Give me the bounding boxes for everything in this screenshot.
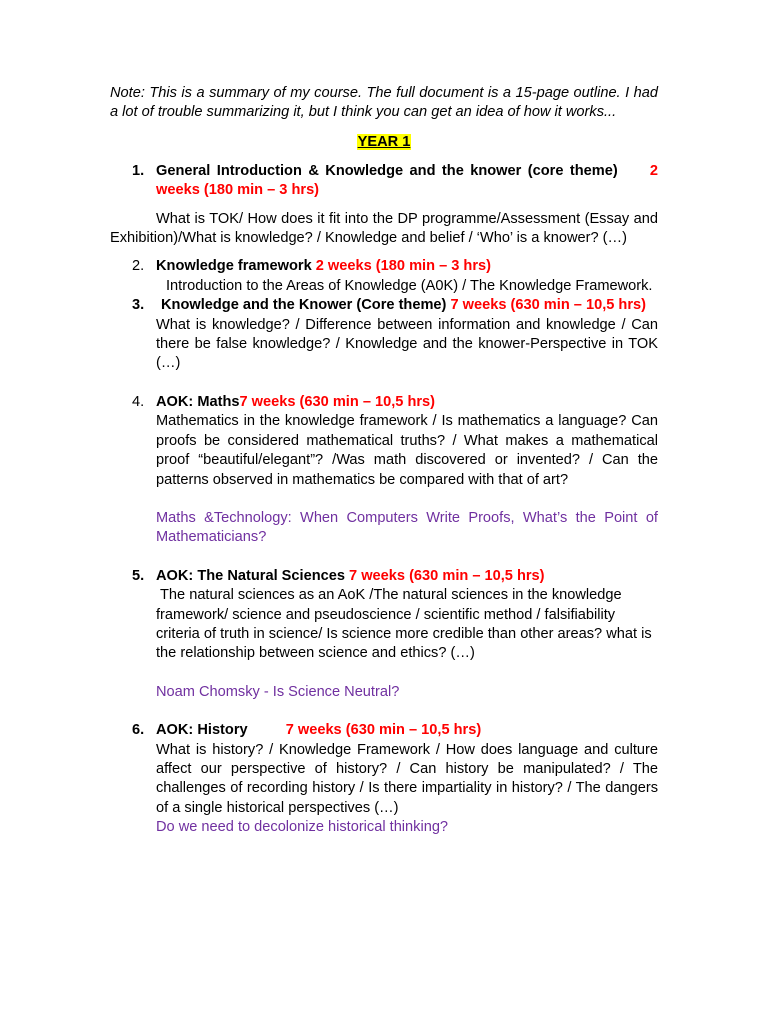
item-heading	[156, 257, 658, 276]
item-title: AOK: The Natural Sciences	[156, 567, 345, 584]
course-item-6	[110, 721, 658, 837]
item-resource-link[interactable]: Noam Chomsky - Is Science Neutral?	[156, 683, 400, 700]
item-description: What is history? / Knowledge Framework / How does language and culture affect our perspective of history? / Can history be manipulated? / The challenges of recording history / Is there impartiality in history? / The dangers of a single historical perspectives (…)	[156, 741, 658, 816]
item-description: What is knowledge? / Difference between information and knowledge / Can there be false knowledge? / Knowledge and the knower-Perspective in TOK (…)	[156, 316, 658, 372]
item-number: 2.	[132, 258, 145, 275]
item-heading	[156, 567, 658, 586]
item-1-description: What is TOK/ How does it fit into the DP programme/Assessment (Essay and Exhibition)/What is knowledge? / Knowledge and belief / ‘Who’ is a knower? (…)	[110, 210, 658, 247]
item-duration: 7 weeks (630 min – 10,5 hrs)	[349, 567, 545, 584]
course-item-3	[110, 296, 658, 374]
item-resource-link[interactable]: Do we need to decolonize historical thinking?	[156, 819, 449, 836]
item-duration: 7 weeks (630 min – 10,5 hrs)	[450, 297, 646, 314]
course-item-2	[110, 257, 658, 296]
item-description: Mathematics in the knowledge framework / Is mathematics a language? Can proofs be considered mathematical truths? / What makes a mathematical proof “beautiful/elegant”? /Was math discovered or invented? / Can the patterns observed in mathematics be compared with that of art?	[156, 413, 658, 488]
item-number: 5.	[132, 567, 145, 584]
year-label: YEAR 1	[357, 133, 411, 150]
course-note: Note: This is a summary of my course. The full document is a 15-page outline. I had a lot of trouble summarizing it, but I think you can get an idea of how it works...	[110, 85, 658, 121]
item-title: AOK: History	[156, 722, 248, 739]
item-number: 4.	[132, 393, 145, 410]
item-resource-link[interactable]: Maths &Technology: When Computers Write Proofs, What’s the Point of Mathematicians?	[156, 509, 658, 546]
item-description: The natural sciences as an AoK /The natural sciences in the knowledge framework/ science and pseudoscience / scientific method / falsifiability criteria of truth in science/ Is science more credible than other areas? what is the relationship between science and ethics? (…)	[156, 587, 652, 662]
item-duration: 2 weeks (180 min – 3 hrs)	[156, 162, 659, 199]
item-duration: 7 weeks (630 min – 10,5 hrs)	[285, 722, 482, 739]
item-heading	[156, 721, 658, 740]
item-number: 1.	[132, 162, 145, 179]
item-duration: 2 weeks (180 min – 3 hrs)	[315, 258, 491, 275]
document-page	[110, 84, 658, 838]
item-title: Knowledge framework	[156, 258, 312, 275]
item-title: General Introduction & Knowledge and the knower (core theme)	[156, 162, 618, 179]
item-title: AOK: Maths	[156, 393, 240, 410]
course-item-4	[110, 393, 658, 548]
item-title: Knowledge and the Knower (Core theme)	[161, 297, 447, 314]
year-heading	[110, 133, 658, 152]
item-heading	[156, 296, 658, 315]
item-number: 3.	[132, 297, 145, 314]
item-heading	[156, 393, 658, 412]
item-duration: 7 weeks (630 min – 10,5 hrs)	[239, 393, 436, 410]
item-description: Introduction to the Areas of Knowledge (A0K) / The Knowledge Framework.	[166, 277, 653, 294]
course-item-5	[110, 567, 658, 702]
item-heading	[156, 162, 658, 201]
item-number: 6.	[132, 722, 145, 739]
course-item-1	[110, 162, 658, 201]
